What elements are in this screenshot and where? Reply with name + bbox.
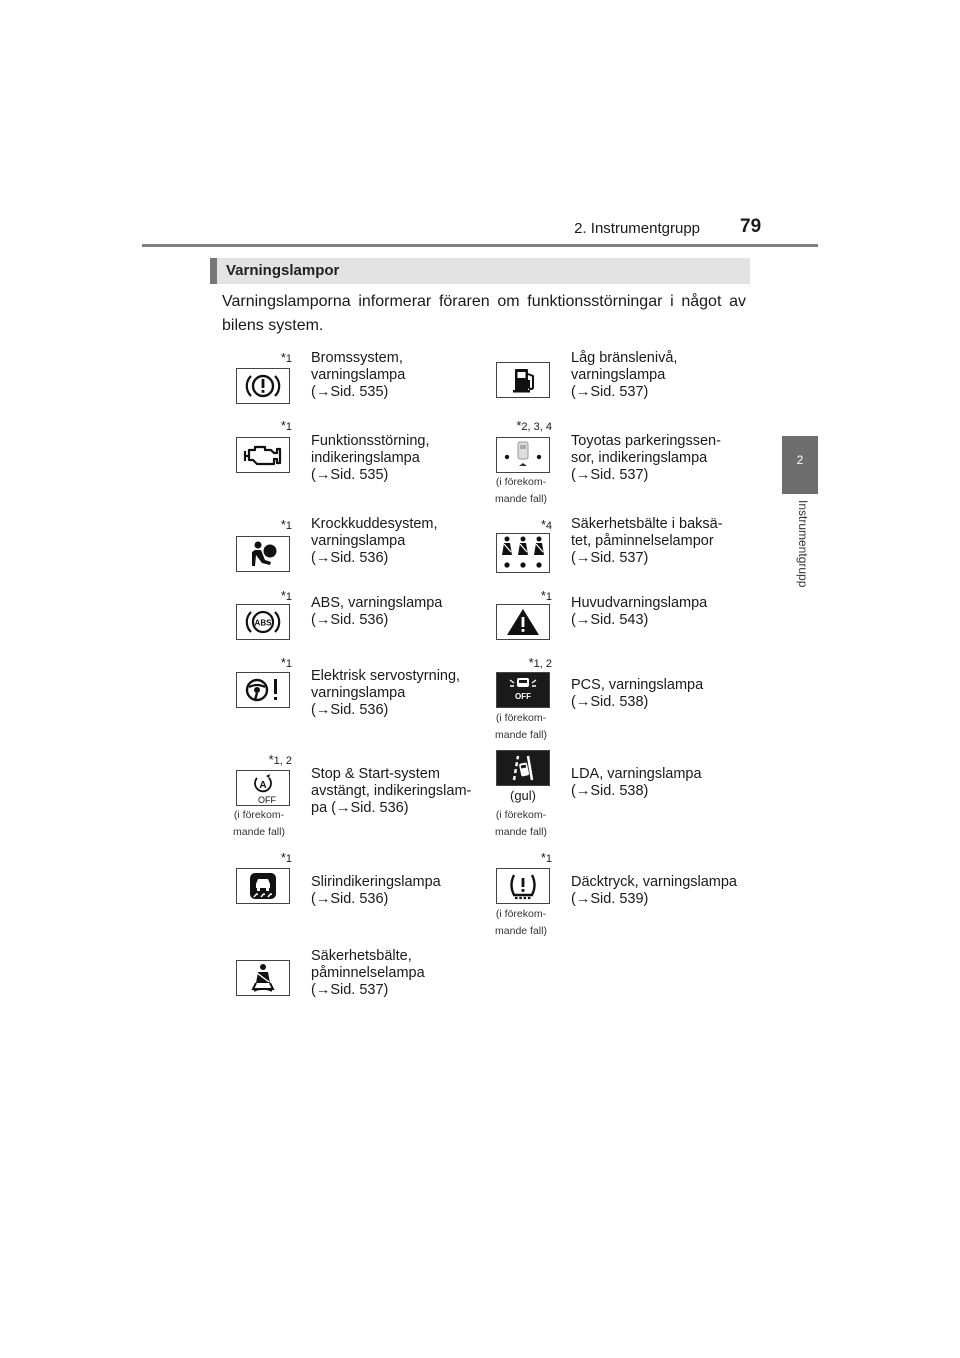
lamp-icon-box: [496, 750, 550, 786]
slip-indicator-icon: [243, 870, 283, 902]
chapter-title: 2. Instrumentgrupp: [574, 220, 700, 237]
lamp-description: LDA, varningslampa (→Sid. 538): [571, 766, 702, 799]
lamp-description: Låg bränslenivå, varningslampa (→Sid. 537): [571, 350, 678, 400]
footnote-ref: *1: [280, 588, 292, 603]
lamp-description: PCS, varningslampa (→Sid. 538): [571, 677, 704, 710]
optional-caption: (i förekom- mande fall): [233, 809, 285, 838]
rear-seatbelt-icon: [497, 534, 549, 572]
lamp-icon-box: [236, 672, 290, 708]
brake-warning-icon: [243, 371, 283, 401]
footnote-ref: *1: [280, 418, 292, 433]
svg-text:OFF: OFF: [258, 795, 276, 805]
lamp-description: Elektrisk servostyrning, varningslampa (→Sid. 536): [311, 668, 461, 718]
footnote-ref: *1: [280, 850, 292, 865]
lamp-icon-box: [496, 672, 550, 708]
footnote-ref: *4: [540, 517, 552, 532]
low-fuel-icon: [503, 364, 543, 396]
section-accent: [210, 258, 217, 284]
parking-sensor-icon: [498, 439, 548, 471]
lamp-description: Bromssystem, varningslampa (→Sid. 535): [311, 350, 406, 400]
lamp-description: Toyotas parkeringssen- sor, indikeringslampa (→Sid. 537): [571, 433, 721, 483]
tire-pressure-icon: [503, 870, 543, 902]
lamp-icon-box: [496, 437, 550, 473]
lamp-icon-box: [496, 868, 550, 904]
lamp-description: Stop & Start-system avstängt, indikeringslam- pa (→Sid. 536): [311, 766, 472, 816]
optional-caption: (i förekom- mande fall): [495, 476, 547, 505]
optional-caption: (i förekom- mande fall): [495, 908, 547, 937]
footnote-ref: *1, 2: [268, 752, 292, 767]
lamp-icon-box: [236, 960, 290, 996]
lamp-description: Huvudvarningslampa (→Sid. 543): [571, 595, 708, 628]
page-number: 79: [740, 216, 762, 237]
lamp-description: Säkerhetsbälte i baksä- tet, påminnelselampor (→Sid. 537): [571, 516, 723, 566]
lamp-icon-box: [236, 437, 290, 473]
optional-caption: (i förekom- mande fall): [495, 809, 547, 838]
lamp-description: Funktionsstörning, indikeringslampa (→Sid. 535): [311, 433, 430, 483]
lamp-icon-box: [236, 368, 290, 404]
lamp-icon-box: [236, 604, 290, 640]
optional-caption: (i förekom- mande fall): [495, 712, 547, 741]
footnote-ref: *1: [280, 517, 292, 532]
check-engine-icon: [241, 440, 285, 470]
footnote-ref: *1, 2: [528, 655, 552, 670]
lamp-icon-box: [236, 536, 290, 572]
seatbelt-reminder-icon: [243, 962, 283, 994]
yellow-caption: (gul): [509, 788, 536, 803]
lamp-icon-box: [496, 533, 550, 573]
chapter-tab: 2: [782, 436, 818, 494]
lamp-icon-box: [496, 604, 550, 640]
abs-icon: [243, 607, 283, 637]
power-steering-icon: [241, 674, 285, 706]
svg-text:A: A: [259, 780, 267, 791]
section-intro: Varningslamporna informerar föraren om funktionsstörningar i något av bilens system.: [222, 293, 746, 334]
footnote-ref: *1: [280, 655, 292, 670]
lamp-icon-box: [236, 770, 290, 806]
lamp-description: Slirindikeringslampa (→Sid. 536): [311, 874, 441, 907]
header-rule: [142, 244, 818, 247]
lda-icon: [501, 752, 545, 784]
master-warning-icon: [503, 606, 543, 638]
lamp-description: Säkerhetsbälte, påminnelselampa (→Sid. 537): [311, 948, 425, 998]
lamp-description: Krockkuddesystem, varningslampa (→Sid. 536): [311, 516, 438, 566]
footnote-ref: *2, 3, 4: [516, 418, 552, 433]
svg-text:ABS: ABS: [254, 618, 272, 628]
pcs-off-icon: [501, 674, 545, 706]
footnote-ref: *1: [540, 588, 552, 603]
footnote-ref: *1: [540, 850, 552, 865]
lamp-icon-box: [236, 868, 290, 904]
chapter-tab-label: Instrumentgrupp: [796, 500, 810, 588]
lamp-icon-box: [496, 362, 550, 398]
airbag-icon: [243, 538, 283, 570]
section-title: Varningslampor: [226, 262, 340, 279]
footnote-ref: *1: [280, 350, 292, 365]
lamp-description: Däcktryck, varningslampa (→Sid. 539): [571, 874, 737, 907]
svg-text:OFF: OFF: [515, 692, 531, 701]
section-heading: [210, 258, 750, 284]
lamp-description: ABS, varningslampa (→Sid. 536): [311, 595, 443, 628]
stop-start-off-icon: [241, 771, 285, 805]
